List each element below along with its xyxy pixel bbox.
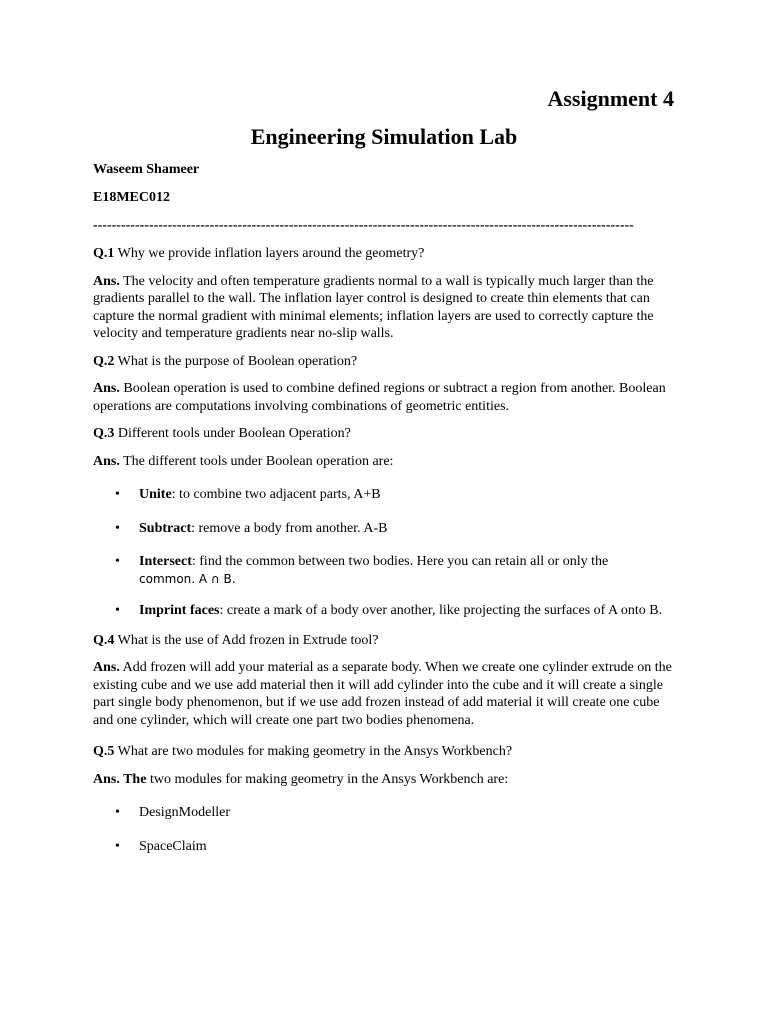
list-item-label: DesignModeller	[139, 805, 230, 820]
question-label: Q.4	[93, 632, 115, 648]
bullet-icon: •	[115, 487, 120, 502]
question-label: Q.5	[93, 744, 115, 759]
answer-5	[93, 771, 673, 789]
answer-label: Ans.	[93, 660, 120, 675]
question-2	[93, 353, 673, 371]
list-item-term: Subtract	[139, 520, 192, 536]
answer-text: The velocity and often temperature gradients normal to a wall is typically much larger than the gradients parallel to the wall. The inflation layer control is designed to create thin elements that can capture the normal gradient with minimal elements; inflation layers are used to correctly capture the velocity and temperature gradients near no-slip walls.	[93, 273, 654, 341]
question-3	[93, 425, 673, 443]
list-item	[93, 553, 673, 588]
question-label: Q.2	[93, 353, 115, 369]
question-text: Different tools under Boolean Operation?	[117, 426, 351, 441]
list-item	[93, 602, 673, 620]
list-item-desc: : remove a body from another. A-B	[191, 520, 388, 536]
answer-4	[93, 659, 673, 729]
workbench-modules-list	[93, 804, 673, 855]
question-label: Q.3	[93, 426, 115, 441]
answer-text: Add frozen will add your material as a separate body. When we create one cylinder extrude on the existing cube and we use add material then it will add cylinder into the cube and it will create a single part single body phenomenon, but if we use add frozen instead of add material it will create one cube and one cylinder, which will create one part two bodies phenomena.	[93, 660, 672, 728]
list-item	[93, 838, 673, 856]
question-text: What is the purpose of Boolean operation?	[117, 353, 358, 369]
question-5	[93, 743, 673, 761]
list-item	[93, 486, 673, 504]
question-text: Why we provide inflation layers around the geometry?	[117, 246, 425, 261]
bullet-icon: •	[115, 554, 120, 569]
assignment-title: Assignment 4	[547, 86, 674, 111]
answer-label: Ans.	[93, 453, 120, 469]
answer-2	[93, 380, 673, 415]
bullet-icon: •	[115, 520, 120, 536]
answer-3	[93, 453, 673, 471]
answer-label: Ans.	[93, 273, 120, 289]
question-text: What is the use of Add frozen in Extrude tool?	[117, 632, 379, 648]
question-text: What are two modules for making geometry in the Ansys Workbench?	[117, 744, 513, 759]
question-4	[93, 632, 673, 650]
answer-text: two modules for making geometry in the Ansys Workbench are:	[149, 771, 509, 787]
bullet-icon: •	[115, 838, 120, 854]
list-item	[93, 520, 673, 538]
list-item-label: SpaceClaim	[139, 838, 207, 854]
student-id: E18MEC012	[93, 190, 170, 205]
bullet-icon: •	[115, 805, 120, 820]
list-item-desc: : find the common between two bodies. Here you can retain all or only the	[191, 554, 609, 569]
answer-label: Ans. The	[93, 771, 147, 787]
list-item-desc: : to combine two adjacent parts, A+B	[171, 487, 381, 502]
list-item-term: Intersect	[139, 554, 192, 569]
list-item-term: Imprint faces	[139, 603, 220, 618]
answer-label: Ans.	[93, 381, 120, 396]
qa-content	[93, 245, 673, 855]
student-name: Waseem Shameer	[93, 162, 200, 177]
answer-text: The different tools under Boolean operation are:	[123, 453, 394, 469]
course-title: Engineering Simulation Lab	[250, 124, 518, 149]
question-label: Q.1	[93, 246, 115, 261]
answer-1	[93, 273, 673, 343]
question-1	[93, 245, 673, 263]
list-item-extra: common. A ∩ B.	[139, 571, 236, 586]
boolean-tools-list	[93, 486, 673, 620]
bullet-icon: •	[115, 603, 120, 618]
list-item-term: Unite	[139, 487, 172, 502]
dashed-separator: --------------------------------------------------------------------------------------------------------------------	[93, 218, 634, 233]
answer-text: Boolean operation is used to combine defined regions or subtract a region from another. Boolean operations are computations involving combinations of geometric entities.	[93, 381, 666, 414]
list-item	[93, 804, 673, 822]
list-item-desc: : create a mark of a body over another, like projecting the surfaces of A onto B.	[219, 603, 663, 618]
